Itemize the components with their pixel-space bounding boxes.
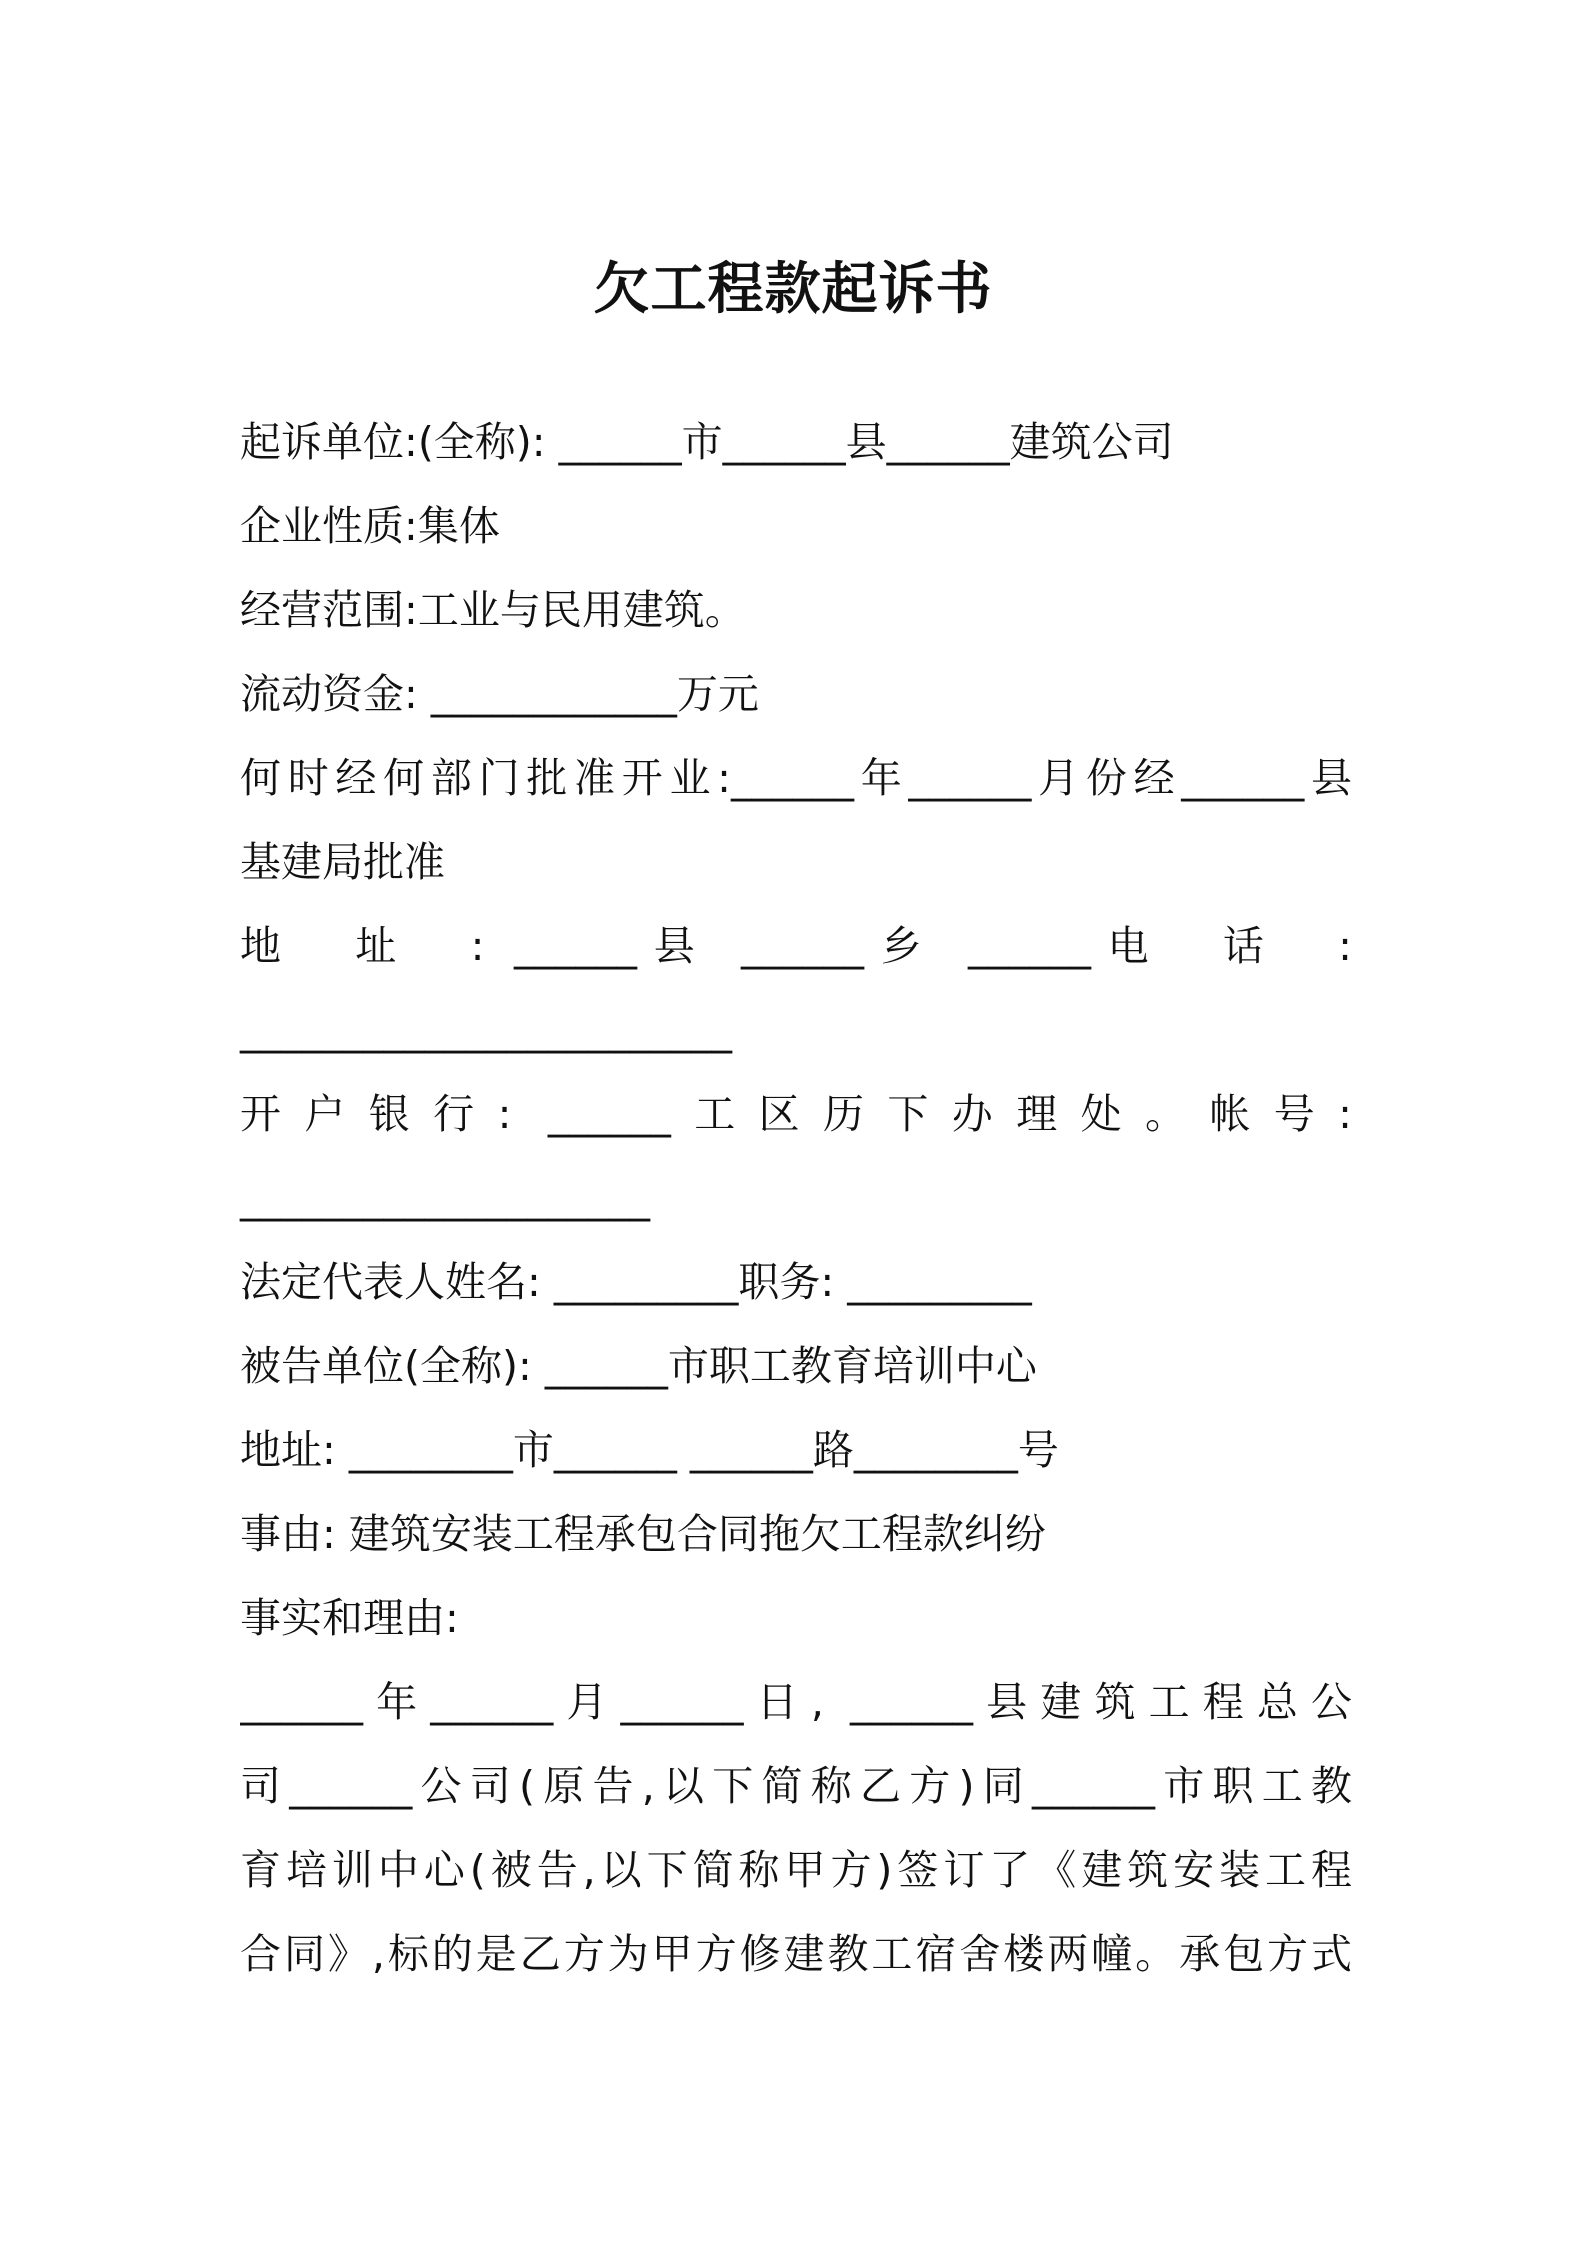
approval-line: 何时经何部门批准开业:______年______月份经______县 [240, 754, 1352, 802]
defendant-address-line: 地址: ________市______ ______路________号 [240, 1426, 1059, 1474]
body-paragraph-line-3: 育培训中心(被告,以下简称甲方)签订了《建筑安装工程 [240, 1846, 1352, 1894]
document-title: 欠工程款起诉书 [593, 257, 993, 322]
body-paragraph-line-4: 合同》,标的是乙方为甲方修建教工宿舍楼两幢。承包方式 [240, 1930, 1352, 1978]
defendant-unit-line: 被告单位(全称): ______市职工教育培训中心 [240, 1342, 1037, 1390]
plaintiff-unit-line: 起诉单位:(全称): ______市______县______建筑公司 [240, 418, 1174, 466]
cause-line: 事由: 建筑安装工程承包合同拖欠工程款纠纷 [240, 1510, 1046, 1558]
bank-account-line: 开户银行: ______工区历下办理处。帐号: [240, 1090, 1352, 1138]
approval-line-continued: 基建局批准 [240, 838, 445, 886]
facts-reasons-heading: 事实和理由: [240, 1594, 459, 1642]
address-phone-line: 地 址 : ______县 ______乡 ______电 话 : [240, 922, 1352, 970]
working-capital-line: 流动资金: ____________万元 [240, 670, 759, 718]
phone-blank-line: ________________________ [240, 1006, 732, 1054]
legal-representative-line: 法定代表人姓名: _________职务: _________ [240, 1258, 1032, 1306]
account-blank-line: ____________________ [240, 1174, 650, 1222]
body-paragraph-line-2: 司______公司(原告,以下简称乙方)同______市职工教 [240, 1762, 1352, 1810]
enterprise-nature-line: 企业性质:集体 [240, 502, 500, 550]
business-scope-line: 经营范围:工业与民用建筑。 [240, 586, 746, 634]
body-paragraph-line-1: ______年______月______日, ______县建筑工程总公 [240, 1678, 1352, 1726]
